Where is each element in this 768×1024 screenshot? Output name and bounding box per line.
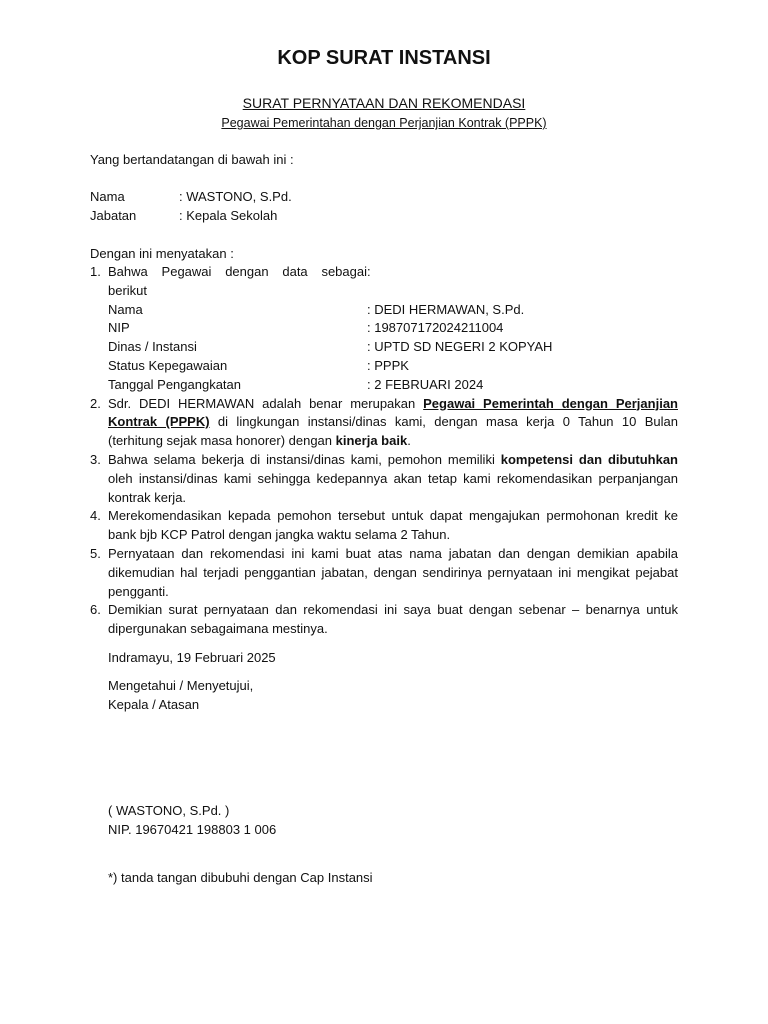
item-number: 2. [90, 395, 101, 411]
employee-field-row [108, 301, 678, 320]
employee-field-label: Tanggal Pengangkatan [108, 376, 242, 392]
list-item-5 [90, 545, 678, 601]
statement-list [90, 263, 678, 639]
signer-name-value: : WASTONO, S.Pd. [179, 189, 292, 204]
intro-text: Yang bertandatangan di bawah ini : [90, 152, 294, 167]
item-text: Bahwa Pegawai dengan data sebagai berikut [108, 264, 367, 298]
employee-field-label: Dinas / Instansi [108, 339, 197, 355]
item-text: Merekomendasikan kepada pemohon tersebut untuk dapat mengajukan permohonan kredit ke bank bjb KCP Patrol dengan jangka waktu selama 2 Tahun. [108, 508, 678, 543]
footnote: *) tanda tangan dibubuhi dengan Cap Instansi [108, 870, 373, 885]
item-text: Demikian surat pernyataan dan rekomendasi ini saya buat dengan sebenar – benarnya untuk dipergunakan sebagaimana mestinya. [108, 602, 678, 637]
place-date: Indramayu, 19 Februari 2025 [108, 650, 276, 665]
employee-field-value: : PPPK [367, 357, 409, 373]
item-text: Bahwa selama bekerja di instansi/dinas kami, pemohon memiliki kompetensi dan dibutuhkan oleh instansi/dinas kami sehingga kedepannya akan tetap kami rekomendasikan perpanjangan kontrak kerja. [108, 451, 678, 505]
list-item-3 [90, 451, 678, 507]
signer-position-row [90, 207, 678, 226]
signatory-nip: NIP. 19670421 198803 1 006 [108, 822, 277, 837]
list-item-2 [90, 395, 678, 451]
item-number: 3. [90, 451, 101, 467]
signer-position-value: : Kepala Sekolah [179, 207, 278, 223]
employee-field-label: Status Kepegawaian [108, 357, 228, 373]
item-text: Pernyataan dan rekomendasi ini kami buat atas nama jabatan dan dengan demikian apabila dikemudian hal terjadi penggantian jabatan, dengan sendirinya pernyataan ini mengikat pejabat pengganti. [108, 545, 678, 599]
employee-field-label: NIP [108, 320, 130, 336]
signatory-name: ( WASTONO, S.Pd. ) [108, 803, 230, 818]
item-number: 4. [90, 508, 101, 524]
signer-name-row [90, 188, 678, 207]
list-item-4 [90, 507, 678, 545]
document-subtitle: Pegawai Pemerintahan dengan Perjanjian Kontrak (PPPK) [221, 116, 547, 130]
item-number: 5. [90, 545, 101, 561]
employee-field-value: : 2 FEBRUARI 2024 [367, 376, 484, 392]
employee-field-label: Nama [108, 301, 143, 317]
signer-position-label: Jabatan [90, 207, 137, 223]
item-number: 1. [90, 264, 101, 279]
employee-field-value: : 198707172024211004 [367, 320, 504, 336]
employee-field-value: : UPTD SD NEGERI 2 KOPYAH [367, 339, 553, 355]
document-title: SURAT PERNYATAAN DAN REKOMENDASI [242, 95, 526, 111]
approval-role: Kepala / Atasan [108, 697, 200, 712]
list-item-6 [90, 601, 678, 639]
signer-info [90, 188, 678, 226]
employee-field-value: : DEDI HERMAWAN, S.Pd. [367, 301, 525, 317]
item-number: 6. [90, 602, 101, 618]
employee-field-row [108, 357, 678, 376]
item-text: Sdr. DEDI HERMAWAN adalah benar merupakan Pegawai Pemerintah dengan Perjanjian Kontrak (PPPK) di lingkungan instansi/dinas kami, dengan masa kerja 0 Tahun 10 Bulan (terhitung sejak masa honorer) dengan kinerja baik. [108, 395, 678, 449]
employee-field-row [108, 338, 678, 357]
employee-field-row [108, 376, 678, 395]
employee-field-row [108, 319, 678, 338]
approval-line: Mengetahui / Menyetujui, [108, 678, 254, 693]
signer-name-label: Nama [90, 189, 125, 204]
letterhead-title: KOP SURAT INSTANSI [277, 47, 491, 69]
list-item-1 [90, 263, 678, 395]
item-colon: : [367, 264, 371, 279]
statement-intro: Dengan ini menyatakan : [90, 246, 234, 261]
